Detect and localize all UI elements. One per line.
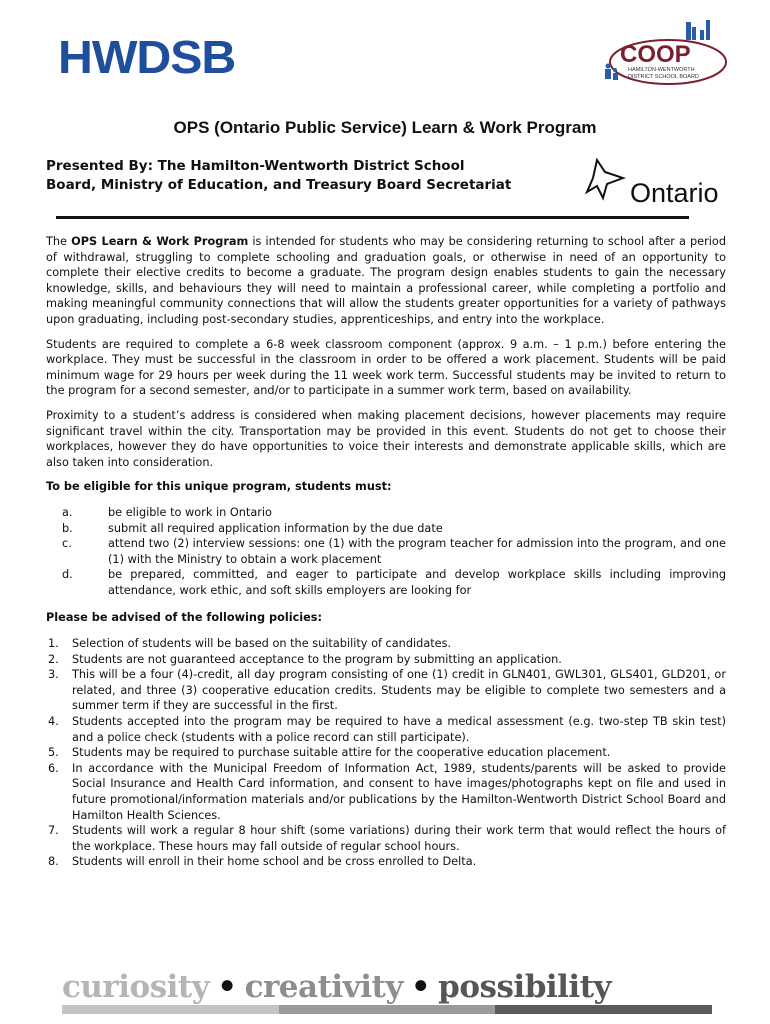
list-text: Selection of students will be based on the suitability of candidates. bbox=[72, 637, 452, 651]
svg-text:HAMILTON-WENTWORTH: HAMILTON-WENTWORTH bbox=[628, 67, 695, 73]
list-text: Students accepted into the program may be required to have a medical assessment (e.g. two-step TB skin test) and a police check (students with a police record can still participate). bbox=[72, 715, 726, 744]
slogan-word: creativity bbox=[244, 969, 403, 1005]
list-marker: 3. bbox=[48, 668, 59, 682]
classroom-paragraph: Students are required to complete a 6-8 week classroom component (approx. 9 a.m. – 1 p.m.) before entering the workplace. They must be successful in the classroom in order to be offered a work placement. Students will be paid minimum wage for 29 hours per week during the 11 week work term. Successful students may be invited to return to the program for a second semester, and/or to participate in a summer work term, based on availability. bbox=[46, 337, 726, 398]
list-marker: d. bbox=[62, 568, 73, 582]
slogan-bar bbox=[495, 1005, 712, 1014]
list-item bbox=[46, 745, 726, 761]
list-text: This will be a four (4)-credit, all day program consisting of one (1) credit in GLN401, GWL301, GLS401, GLD201, or related, and three (3) cooperative education credits. Students may be eligible to complete two semesters and a summer term if they are successful in the first. bbox=[72, 668, 726, 713]
list-item bbox=[46, 854, 726, 870]
list-text: Students are not guaranteed acceptance to the program by submitting an application. bbox=[72, 652, 562, 666]
eligibility-heading: To be eligible for this unique program, students must: bbox=[46, 480, 392, 494]
svg-text:COOP: COOP bbox=[620, 41, 691, 68]
bullet-dot: • bbox=[410, 969, 431, 1005]
list-marker: b. bbox=[62, 521, 73, 535]
list-item bbox=[46, 636, 726, 652]
slogan-word: possibility bbox=[438, 969, 612, 1005]
list-marker: a. bbox=[62, 505, 73, 519]
presented-by-line: Board, Ministry of Education, and Treasury Board Secretariat bbox=[46, 177, 512, 193]
presented-by-line: Presented By: The Hamilton-Wentworth District School bbox=[46, 158, 465, 174]
footer-slogan bbox=[62, 965, 712, 1017]
svg-text:DISTRICT SCHOOL BOARD: DISTRICT SCHOOL BOARD bbox=[628, 74, 699, 80]
list-marker: 6. bbox=[48, 761, 59, 775]
list-text: submit all required application information by the due date bbox=[108, 521, 443, 535]
list-text: attend two (2) interview sessions: one (1) with the program teacher for admission into the program, and one (1) with the Ministry to obtain a work placement bbox=[108, 537, 726, 566]
divider bbox=[56, 216, 689, 219]
list-marker: 5. bbox=[48, 746, 59, 760]
list-text: Students will work a regular 8 hour shift (some variations) during their work term that would reflect the hours of the workplace. These hours may fall outside of regular school hours. bbox=[72, 824, 726, 853]
slogan-word: curiosity bbox=[62, 969, 210, 1005]
list-text: Students may be required to purchase suitable attire for the cooperative education placement. bbox=[72, 746, 611, 760]
list-text: be eligible to work in Ontario bbox=[108, 505, 272, 519]
list-text: In accordance with the Municipal Freedom of Information Act, 1989, students/parents will be asked to provide Social Insurance and Health Card information, and consent to have images/photographs kept on file and used in future promotional/information materials and/or publications by the Hamilton-Wentworth District School Board and Hamilton Health Sciences. bbox=[72, 761, 726, 822]
eligibility-list bbox=[46, 505, 726, 599]
list-item bbox=[46, 536, 726, 567]
bullet-dot: • bbox=[217, 969, 237, 1005]
list-item bbox=[46, 761, 726, 823]
list-marker: 8. bbox=[48, 855, 59, 869]
presented-by bbox=[46, 157, 511, 195]
policies-list bbox=[46, 636, 726, 870]
list-marker: c. bbox=[62, 537, 72, 551]
list-marker: 1. bbox=[48, 637, 59, 651]
list-item bbox=[46, 652, 726, 668]
coop-logo bbox=[600, 18, 730, 88]
list-marker: 4. bbox=[48, 715, 59, 729]
list-text: be prepared, committed, and eager to participate and develop workplace skills including improving attendance, work ethic, and soft skills employers are looking for bbox=[108, 568, 726, 597]
document-body bbox=[46, 234, 726, 882]
list-item bbox=[46, 521, 726, 537]
hwdsb-logo: HWDSB bbox=[58, 31, 236, 83]
list-marker: 7. bbox=[48, 824, 59, 838]
list-item bbox=[46, 823, 726, 854]
text: The bbox=[46, 235, 72, 248]
policies-heading: Please be advised of the following policies: bbox=[46, 611, 323, 625]
placement-paragraph: Proximity to a student’s address is considered when making placement decisions, however placements may require significant travel within the city. Transportation may be provided in this event. Students do not get to choose their workplaces, however they do have opportunities to voice their interests and demonstrate applicable skills, which are also taken into consideration. bbox=[46, 408, 726, 469]
list-item bbox=[46, 567, 726, 598]
list-item bbox=[46, 667, 726, 714]
ontario-wordmark: Ontario bbox=[630, 178, 719, 208]
list-text: Students will enroll in their home school and be cross enrolled to Delta. bbox=[72, 855, 477, 869]
page-title: OPS (Ontario Public Service) Learn & Work Program bbox=[173, 118, 597, 137]
list-marker: 2. bbox=[48, 652, 59, 666]
intro-paragraph bbox=[46, 234, 726, 328]
slogan-bar bbox=[279, 1005, 496, 1014]
slogan-bar bbox=[62, 1005, 279, 1014]
list-item bbox=[46, 505, 726, 521]
list-item bbox=[46, 714, 726, 745]
text: is intended for students who may be considering returning to school after a period of withdrawal, struggling to complete schooling and graduation goals, or otherwise in need of an opportunity to complete their elective credits to become a graduate. The program design enables students to gain the necessary knowledge, skills, and behaviours they will need to maintain a professional career, while completing a portfolio and making meaningful community connections that will allow the students greater opportunities for a variety of pathways upon graduating, including post-secondary studies, apprenticeships, and entry into the workplace. bbox=[46, 235, 726, 326]
program-name: OPS Learn & Work Program bbox=[71, 235, 249, 248]
